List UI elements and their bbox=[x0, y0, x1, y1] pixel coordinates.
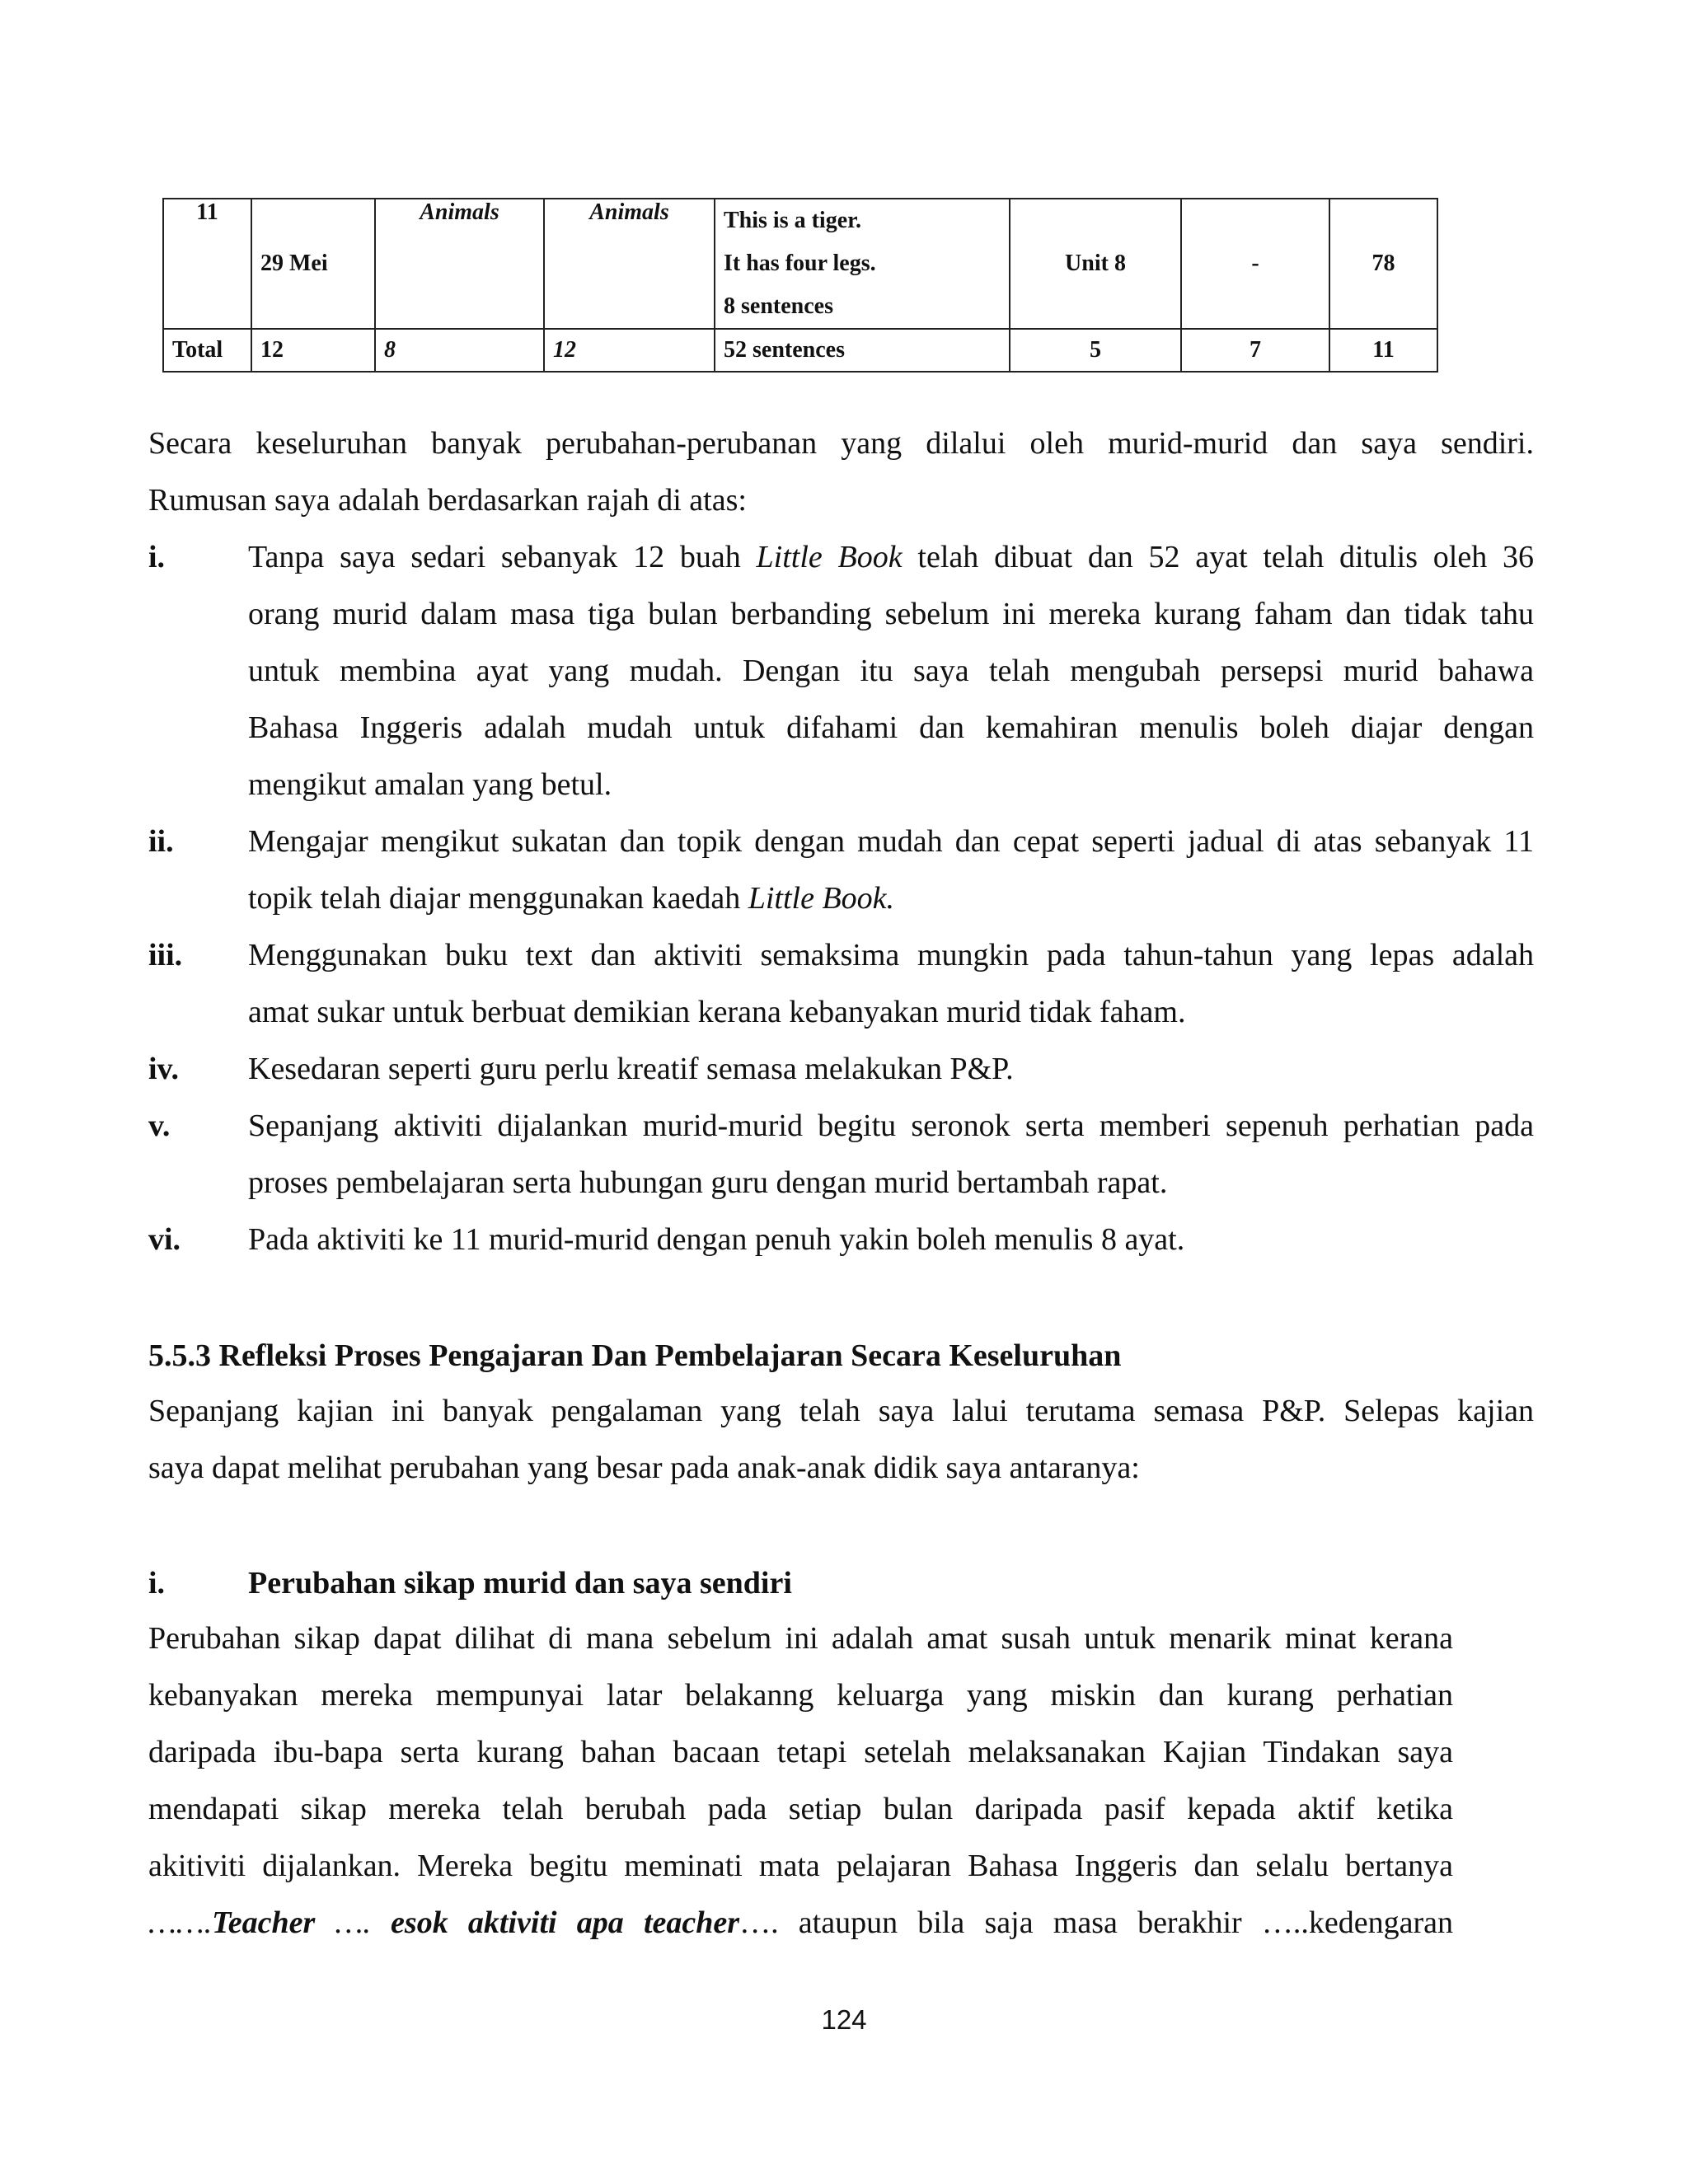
total-label: Total bbox=[163, 329, 251, 372]
table-total-row bbox=[163, 329, 1437, 372]
text-line: mendapati sikap mereka telah berubah pada setiap bulan daripada pasif kepada aktif ketika bbox=[148, 1792, 1453, 1826]
page-number: 124 bbox=[821, 2004, 867, 2035]
text-line: Tanpa saya sedari sebanyak 12 buah Little Book telah dibuat dan 52 ayat telah ditulis oleh 36 bbox=[248, 540, 1535, 574]
text-line: Menggunakan buku text dan aktiviti semaksima mungkin pada tahun-tahun yang lepas adalah bbox=[248, 938, 1534, 972]
text-line: amat sukar untuk berbuat demikian kerana kebanyakan murid tidak faham. bbox=[248, 995, 1186, 1029]
total-c4: 12 bbox=[544, 329, 715, 372]
text-line: akitiviti dijalankan. Mereka begitu meminati mata pelajaran Bahasa Inggeris dan selalu bertanya bbox=[148, 1849, 1453, 1883]
cell-date: 29 Mei bbox=[251, 199, 375, 329]
summary-table bbox=[162, 198, 1438, 373]
cell-unit: Unit 8 bbox=[1010, 199, 1181, 329]
subsection-number: i. bbox=[148, 1566, 166, 1601]
text-line: orang murid dalam masa tiga bulan berbanding sebelum ini mereka kurang faham dan tidak tahu bbox=[248, 597, 1534, 631]
section-heading: 5.5.3 Refleksi Proses Pengajaran Dan Pembelajaran Secara Keseluruhan bbox=[148, 1338, 1122, 1373]
text-line: kebanyakan mereka mempunyai latar belakanng keluarga yang miskin dan kurang perhatian bbox=[148, 1678, 1453, 1713]
subsection-heading bbox=[148, 1563, 792, 1604]
text-line: proses pembelajaran serta hubungan guru dengan murid bertambah rapat. bbox=[248, 1165, 1168, 1200]
sentence-line: 8 sentences bbox=[724, 293, 833, 319]
total-c2: 12 bbox=[251, 329, 375, 372]
list-item bbox=[148, 813, 1534, 927]
subsection-title: Perubahan sikap murid dan saya sendiri bbox=[248, 1566, 792, 1601]
text-line: Secara keseluruhan banyak perubahan-perubanan yang dilalui oleh murid-murid dan saya sendiri. bbox=[148, 426, 1534, 461]
text-line: Mengajar mengikut sukatan dan topik dengan mudah dan cepat seperti jadual di atas sebanyak 11 bbox=[248, 824, 1534, 859]
list-item bbox=[148, 1212, 1534, 1268]
total-c5: 52 sentences bbox=[715, 329, 1010, 372]
list-number: v. bbox=[148, 1108, 171, 1143]
intro-paragraph bbox=[148, 415, 1534, 529]
sentence-line: This is a tiger. bbox=[724, 208, 861, 233]
list-item bbox=[148, 1098, 1534, 1212]
list-number: i. bbox=[148, 540, 166, 574]
text-line: Sepanjang aktiviti dijalankan murid-murid begitu seronok serta memberi sepenuh perhatian pada bbox=[248, 1108, 1534, 1143]
list-number: ii. bbox=[148, 824, 174, 859]
list-number: vi. bbox=[148, 1222, 181, 1257]
text-line: Sepanjang kajian ini banyak pengalaman yang telah saya lalui terutama semasa P&P. Selepas kajian bbox=[148, 1394, 1534, 1428]
text-line: …….Teacher …. esok aktiviti apa teacher…. ataupun bila saja masa berakhir …..kedengaran bbox=[148, 1905, 1453, 1940]
list-item bbox=[148, 927, 1534, 1041]
text-line: Kesedaran seperti guru perlu kreatif semasa melakukan P&P. bbox=[248, 1052, 1014, 1086]
list-item bbox=[148, 529, 1534, 813]
total-c7: 7 bbox=[1181, 329, 1329, 372]
cell-col8: 78 bbox=[1329, 199, 1437, 329]
cell-no: 11 bbox=[163, 199, 251, 329]
text-line: topik telah diajar menggunakan kaedah Little Book. bbox=[248, 881, 895, 916]
list-item bbox=[148, 1041, 1534, 1098]
text-line: Perubahan sikap dapat dilihat di mana sebelum ini adalah amat susah untuk menarik minat kerana bbox=[148, 1621, 1453, 1656]
list-number: iv. bbox=[148, 1052, 179, 1086]
cell-col7: - bbox=[1181, 199, 1329, 329]
total-c6: 5 bbox=[1010, 329, 1181, 372]
sentence-line: It has four legs. bbox=[724, 251, 876, 276]
text-line: daripada ibu-bapa serta kurang bahan bacaan tetapi setelah melaksanakan Kajian Tindakan saya bbox=[148, 1735, 1453, 1769]
text-line: untuk membina ayat yang mudah. Dengan itu saya telah mengubah persepsi murid bahawa bbox=[248, 654, 1534, 688]
cell-topic-2: Animals bbox=[544, 199, 715, 329]
text-line: Rumusan saya adalah berdasarkan rajah di atas: bbox=[148, 483, 747, 518]
findings-list bbox=[148, 529, 1534, 1268]
subsection-paragraph bbox=[148, 1610, 1453, 1952]
text-line: mengikut amalan yang betul. bbox=[248, 767, 612, 802]
total-c3: 8 bbox=[375, 329, 544, 372]
cell-sentences bbox=[715, 199, 1010, 329]
total-c8: 11 bbox=[1329, 329, 1437, 372]
cell-topic: Animals bbox=[375, 199, 544, 329]
text-line: saya dapat melihat perubahan yang besar pada anak-anak didik saya antaranya: bbox=[148, 1451, 1140, 1485]
section-paragraph bbox=[148, 1383, 1534, 1497]
text-line: Bahasa Inggeris adalah mudah untuk difahami dan kemahiran menulis boleh diajar dengan bbox=[248, 710, 1534, 745]
text-line: Pada aktiviti ke 11 murid-murid dengan penuh yakin boleh menulis 8 ayat. bbox=[248, 1222, 1185, 1257]
table-row bbox=[163, 199, 1437, 329]
list-number: iii. bbox=[148, 938, 183, 972]
